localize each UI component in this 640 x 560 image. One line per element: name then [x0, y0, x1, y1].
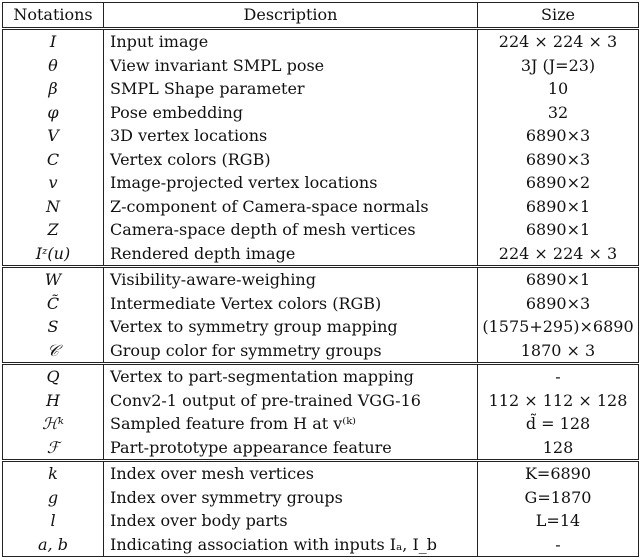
description-cell: Indicating association with inputs Iₐ, I_b: [104, 533, 478, 557]
notation-cell: C̃: [3, 292, 104, 316]
table-row: [3, 461, 639, 486]
notation-cell: Q: [3, 364, 104, 389]
description-cell: Group color for symmetry groups: [104, 339, 478, 364]
size-cell: 6890×2: [478, 171, 639, 195]
table-row: [3, 486, 639, 510]
notation-cell: ℋᵏ: [3, 412, 104, 436]
description-cell: Sampled feature from H at v⁽ᵏ⁾: [104, 412, 478, 436]
description-cell: Input image: [104, 29, 478, 54]
notation-cell: l: [3, 509, 104, 533]
notation-cell: S: [3, 315, 104, 339]
size-cell: 6890×3: [478, 148, 639, 172]
description-cell: Z-component of Camera-space normals: [104, 195, 478, 219]
notation-cell: V: [3, 124, 104, 148]
size-cell: -: [478, 533, 639, 557]
size-cell: 6890×1: [478, 195, 639, 219]
table-row: [3, 412, 639, 436]
table-row: [3, 77, 639, 101]
description-cell: Index over body parts: [104, 509, 478, 533]
table-row: [3, 54, 639, 78]
notation-cell: β: [3, 77, 104, 101]
size-cell: 224 × 224 × 3: [478, 29, 639, 54]
header-notations: Notations: [3, 3, 104, 29]
description-cell: Vertex to symmetry group mapping: [104, 315, 478, 339]
description-cell: SMPL Shape parameter: [104, 77, 478, 101]
size-cell: 6890×3: [478, 124, 639, 148]
table-row: [3, 339, 639, 364]
size-cell: 128: [478, 436, 639, 461]
description-cell: Pose embedding: [104, 101, 478, 125]
table-row: [3, 315, 639, 339]
notation-cell: I: [3, 29, 104, 54]
table-row: [3, 195, 639, 219]
notation-cell: g: [3, 486, 104, 510]
description-cell: Camera-space depth of mesh vertices: [104, 218, 478, 242]
notation-cell: 𝒞: [3, 339, 104, 364]
size-cell: 6890×1: [478, 218, 639, 242]
notation-cell: N: [3, 195, 104, 219]
description-cell: Vertex to part-segmentation mapping: [104, 364, 478, 389]
table-row: [3, 171, 639, 195]
header-row: [3, 3, 639, 29]
table-row: [3, 533, 639, 557]
notation-cell: θ: [3, 54, 104, 78]
size-cell: 32: [478, 101, 639, 125]
description-cell: Vertex colors (RGB): [104, 148, 478, 172]
size-cell: G=1870: [478, 486, 639, 510]
header-description: Description: [104, 3, 478, 29]
description-cell: View invariant SMPL pose: [104, 54, 478, 78]
size-cell: (1575+295)×6890: [478, 315, 639, 339]
table-row: [3, 292, 639, 316]
description-cell: Visibility-aware-weighing: [104, 267, 478, 292]
table-row: [3, 267, 639, 292]
description-cell: Rendered depth image: [104, 242, 478, 267]
size-cell: 3J (J=23): [478, 54, 639, 78]
notation-cell: W: [3, 267, 104, 292]
table-row: [3, 148, 639, 172]
notation-cell: φ: [3, 101, 104, 125]
description-cell: Index over mesh vertices: [104, 461, 478, 486]
table-row: [3, 124, 639, 148]
size-cell: d̃ = 128: [478, 412, 639, 436]
notation-cell: Z: [3, 218, 104, 242]
size-cell: 6890×3: [478, 292, 639, 316]
table-row: [3, 436, 639, 461]
description-cell: 3D vertex locations: [104, 124, 478, 148]
notation-cell: k: [3, 461, 104, 486]
description-cell: Image-projected vertex locations: [104, 171, 478, 195]
table-row: [3, 509, 639, 533]
notation-cell: C: [3, 148, 104, 172]
table-row: [3, 242, 639, 267]
size-cell: 1870 × 3: [478, 339, 639, 364]
description-cell: Index over symmetry groups: [104, 486, 478, 510]
size-cell: 112 × 112 × 128: [478, 389, 639, 413]
size-cell: 224 × 224 × 3: [478, 242, 639, 267]
table-row: [3, 29, 639, 54]
description-cell: Intermediate Vertex colors (RGB): [104, 292, 478, 316]
notation-table: [2, 2, 639, 557]
size-cell: K=6890: [478, 461, 639, 486]
table-row: [3, 389, 639, 413]
table-body: [3, 29, 639, 557]
size-cell: -: [478, 364, 639, 389]
description-cell: Part-prototype appearance feature: [104, 436, 478, 461]
header-size: Size: [478, 3, 639, 29]
size-cell: 6890×1: [478, 267, 639, 292]
table-row: [3, 218, 639, 242]
notation-cell: H: [3, 389, 104, 413]
description-cell: Conv2-1 output of pre-trained VGG-16: [104, 389, 478, 413]
size-cell: L=14: [478, 509, 639, 533]
table-row: [3, 101, 639, 125]
notation-cell: ℱ: [3, 436, 104, 461]
notation-cell: a, b: [3, 533, 104, 557]
notation-cell: v: [3, 171, 104, 195]
table-row: [3, 364, 639, 389]
notation-cell: Iᶻ(u): [3, 242, 104, 267]
size-cell: 10: [478, 77, 639, 101]
